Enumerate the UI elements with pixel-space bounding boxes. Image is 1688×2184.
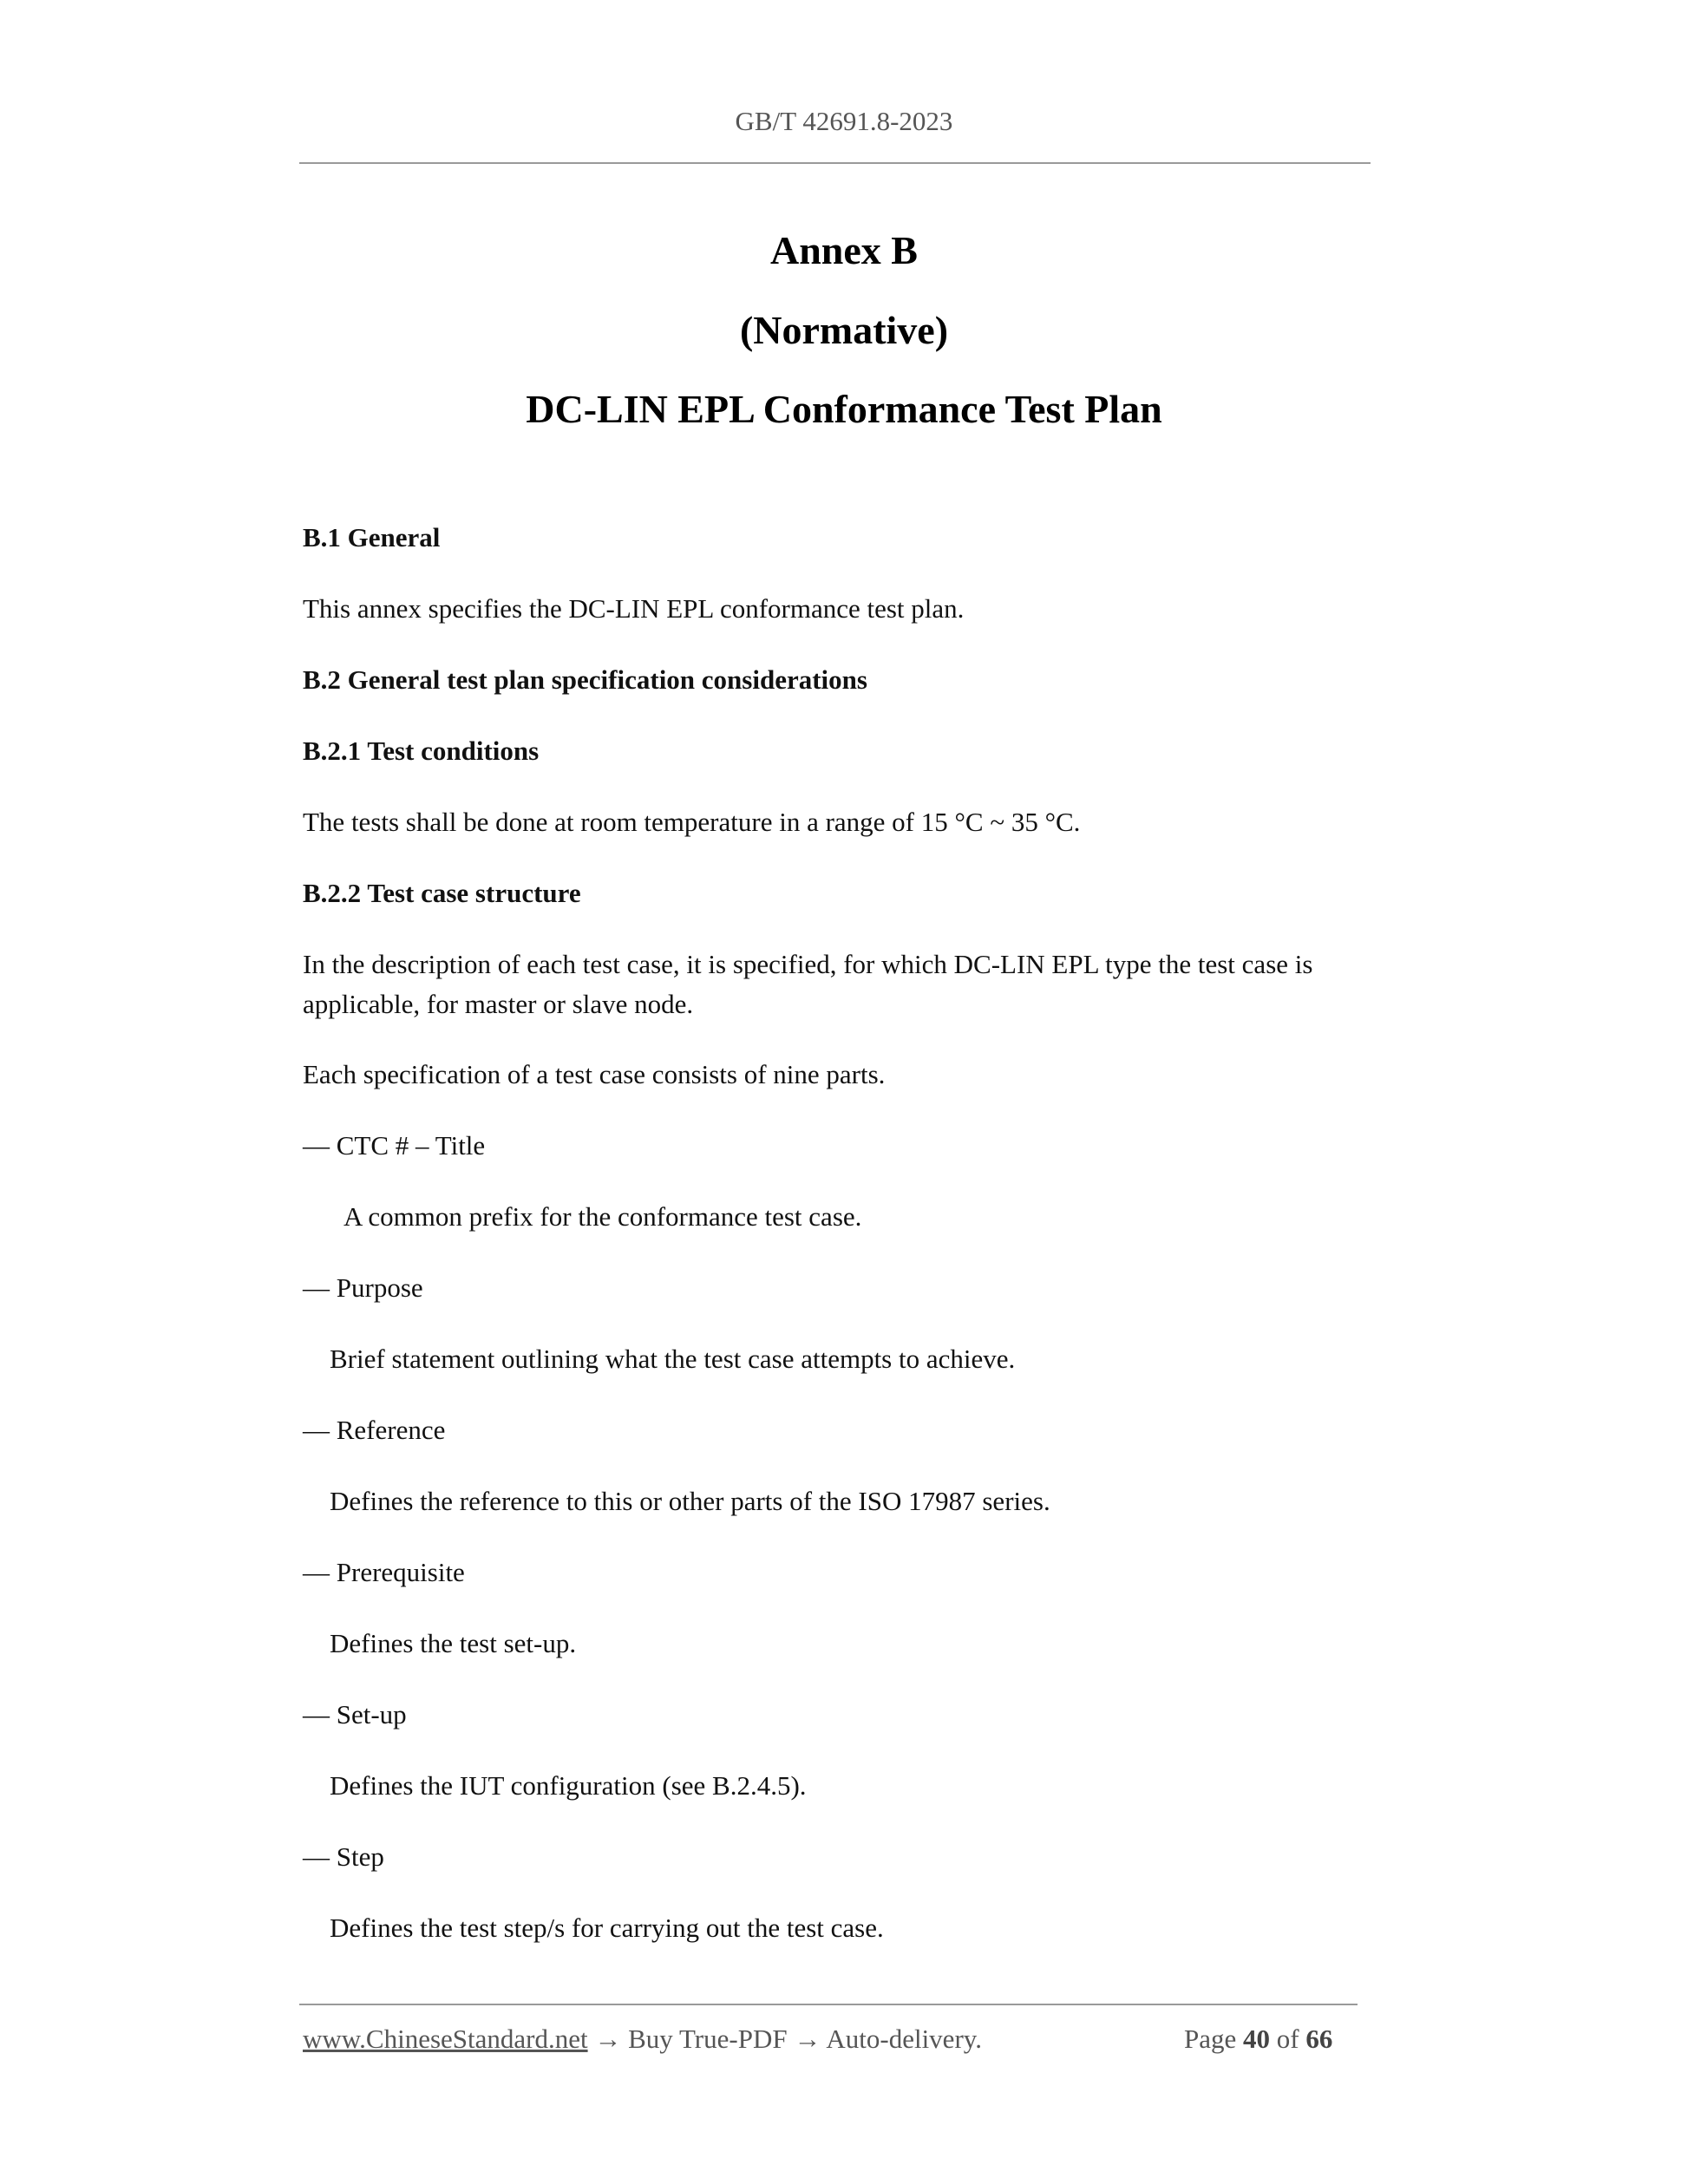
list-item-description: Defines the test set-up. (330, 1628, 577, 1658)
footer-divider (299, 2004, 1358, 2005)
header-divider (299, 162, 1371, 164)
section-heading-b21: B.2.1 Test conditions (303, 736, 540, 766)
list-item-description: Defines the IUT configuration (see B.2.4.5). (330, 1770, 807, 1801)
list-item-label: — Reference (303, 1415, 446, 1445)
section-heading-b1: B.1 General (303, 522, 441, 553)
list-item-label: — Purpose (303, 1272, 423, 1303)
page-label: Page (1184, 2024, 1237, 2054)
page-indicator (1184, 2024, 1332, 2055)
footer-promo (303, 2024, 982, 2055)
list-item-description: A common prefix for the conformance test case. (343, 1201, 862, 1232)
section-heading-b22: B.2.2 Test case structure (303, 878, 581, 908)
normative-subtitle: (Normative) (739, 308, 949, 352)
main-title: DC-LIN EPL Conformance Test Plan (526, 387, 1162, 431)
list-item-description: Defines the test step/s for carrying out the test case. (330, 1913, 884, 1943)
list-item-label: — Set-up (303, 1699, 407, 1730)
section-heading-b2: B.2 General test plan specification considerations (303, 664, 867, 695)
list-item-label: — CTC # – Title (303, 1130, 486, 1161)
document-header-id: GB/T 42691.8-2023 (735, 106, 953, 136)
footer-promo-text: → Buy True-PDF → Auto-delivery. (587, 2024, 982, 2054)
page-total: 66 (1305, 2024, 1333, 2054)
of-label: of (1276, 2024, 1299, 2054)
paragraph-b22-2: Each specification of a test case consists of nine parts. (303, 1059, 886, 1089)
list-item-label: — Step (303, 1841, 384, 1872)
paragraph-b1: This annex specifies the DC-LIN EPL conformance test plan. (303, 593, 965, 624)
paragraph-b22-1: In the description of each test case, it is specified, for which DC-LIN EPL type the test case is applicable, for master or slave node. (303, 949, 1313, 1019)
list-item-description: Brief statement outlining what the test case attempts to achieve. (330, 1344, 1016, 1374)
page-current: 40 (1243, 2024, 1271, 2054)
list-item-description: Defines the reference to this or other parts of the ISO 17987 series. (330, 1486, 1050, 1516)
website-link[interactable]: www.ChineseStandard.net (303, 2024, 588, 2054)
annex-title: Annex B (770, 228, 918, 272)
paragraph-b21: The tests shall be done at room temperature in a range of 15 °C ~ 35 °C. (303, 807, 1081, 837)
list-item-label: — Prerequisite (303, 1557, 465, 1587)
